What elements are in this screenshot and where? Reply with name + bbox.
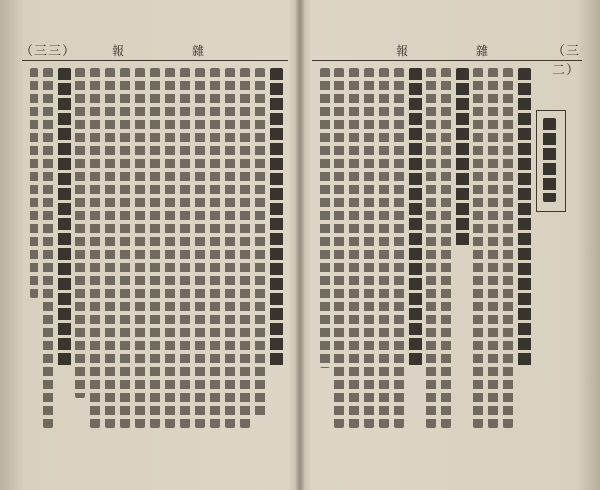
left-header-rule (22, 60, 288, 61)
text-column (165, 68, 175, 428)
text-column (30, 68, 38, 298)
text-column (120, 68, 130, 428)
book-gutter (296, 0, 304, 490)
text-column (90, 68, 100, 428)
text-column (334, 68, 344, 428)
text-column (135, 68, 145, 428)
text-column (488, 68, 498, 428)
text-column (518, 68, 531, 368)
text-column (320, 68, 330, 368)
right-header-rule (312, 60, 582, 61)
text-column (150, 68, 160, 428)
text-column (255, 68, 265, 418)
text-column (473, 68, 483, 428)
text-column (58, 68, 71, 368)
text-column (195, 68, 205, 428)
text-column (43, 68, 53, 428)
section-title (543, 118, 556, 202)
text-column (270, 68, 283, 368)
text-column (105, 68, 115, 428)
text-column (503, 68, 513, 428)
text-column (364, 68, 374, 428)
text-column (409, 68, 422, 368)
text-column (349, 68, 359, 428)
right-running-head: 報 雜 (396, 44, 517, 58)
right-page (300, 0, 600, 490)
text-column (394, 68, 404, 428)
text-column (441, 68, 451, 428)
left-page-number: （三三） (20, 44, 77, 59)
text-column (456, 68, 469, 248)
text-column (225, 68, 235, 428)
text-column (75, 68, 85, 398)
text-column (210, 68, 220, 428)
left-running-head: 報 雜 (112, 44, 233, 58)
text-column (379, 68, 389, 428)
text-column (180, 68, 190, 428)
text-column (240, 68, 250, 428)
right-page-number: （三二） (552, 44, 581, 78)
text-column (426, 68, 436, 428)
